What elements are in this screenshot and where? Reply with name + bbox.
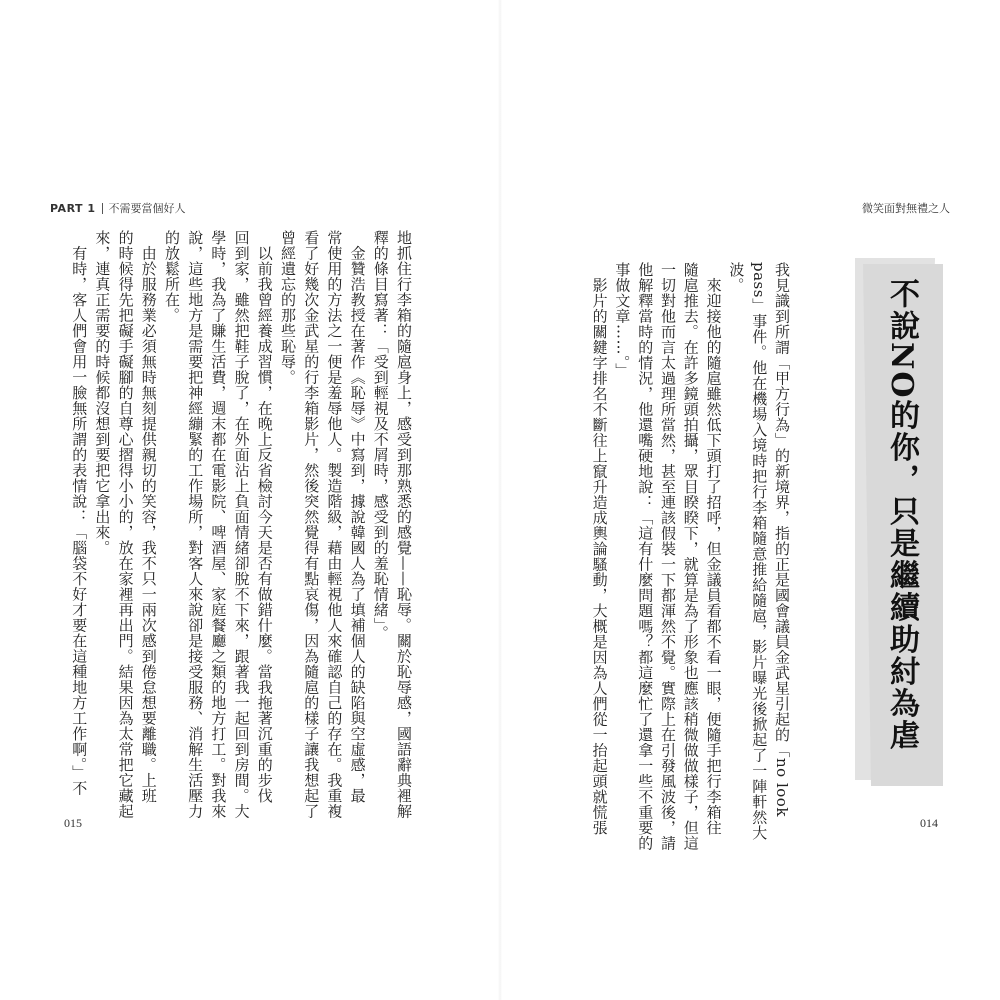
text-line: 常使用的方法之一便是羞辱他人。製造階級，藉由輕視他人來確認自己的存在。我重複 <box>325 230 344 819</box>
text-line: 曾經遺忘的那些恥辱。 <box>279 230 297 385</box>
text-line: 以前我曾經養成習慣，在晚上反省檢討今天是否有做錯什麼。當我拖著沉重的步伐 <box>255 230 274 804</box>
text-line: 說，這些地方是需要把神經繃緊的工作場所，對客人來說卻是接受服務、消解生活壓力 <box>186 230 205 819</box>
text-line: 一切對他而言太過理所當然，甚至連該假裝一下都渾然不覺。實際上在引發風波後，請 <box>659 262 677 851</box>
text-line: 地抓住行李箱的隨扈身上，感受到那熟悉的感覺——恥辱。關於恥辱感，國語辭典裡解 <box>395 230 413 819</box>
text-line: 事做文章……。」 <box>613 262 632 379</box>
text-line: 波。 <box>727 262 746 293</box>
left-page-number: 015 <box>64 816 82 830</box>
text-line: 隨扈推去。在許多鏡頭拍攝，眾目睽睽下，就算是為了形象也應該稍微做做樣子，但這 <box>681 262 700 851</box>
header-divider <box>102 203 103 214</box>
chapter-title: 不說NO的你，只是繼續助紂為虐 <box>884 278 919 752</box>
text-line: 我見識到所謂「甲方行為」的新境界，指的正是國會議員金武星引起的「no look <box>773 262 791 817</box>
text-line: 金贊浩教授在著作《恥辱》中寫到，據說韓國人為了填補個人的缺陷與空虛感，最 <box>348 230 367 804</box>
left-running-header <box>50 200 186 216</box>
text-line: 看了好幾次金武星的行李箱影片，然後突然覺得有點哀傷，因為隨扈的樣子讓我想起了 <box>302 230 321 819</box>
text-line: 來迎接他的隨扈雖然低下頭打了招呼，但金議員看都不看一眼，便隨手把行李箱往 <box>704 262 723 836</box>
right-running-header: 微笑面對無禮之人 <box>862 202 950 215</box>
text-line: 影片的關鍵字排名不斷往上竄升造成輿論騷動，大概是因為人們從一抬起頭就慌張 <box>590 262 609 836</box>
part-title: 不需要當個好人 <box>108 202 186 215</box>
chapter-title-box <box>855 258 945 790</box>
text-line: 的放鬆所在。 <box>163 230 181 323</box>
text-line: 他解釋當時的情況，他還嘴硬地說：「這有什麼問題嗎？都這麼忙了還拿一些不重要的 <box>636 262 655 851</box>
text-line: 學時，我為了賺生活費，週末都在電影院、啤酒屋、家庭餐廳之類的地方打工。對我來 <box>209 230 228 819</box>
text-line: 由於服務業必須無時無刻提供親切的笑容，我不只一兩次感到倦怠想要離職。上班 <box>139 230 158 804</box>
part-label: PART 1 <box>50 201 96 215</box>
text-line: 的時候得先把礙手礙腳的自尊心摺得小小的，放在家裡再出門。結果因為太常把它藏起 <box>116 230 135 819</box>
right-page-number: 014 <box>920 816 938 830</box>
text-line: 來，連真正需要的時候都沒想到要把它拿出來。 <box>93 230 112 556</box>
text-line: 回到家，雖然把鞋子脫了，在外面沾上負面情緒卻脫不下來，跟著我一起回到房間。大 <box>232 230 251 819</box>
text-line: 有時，客人們會用一臉無所謂的表情說：「腦袋不好才要在這種地方工作啊。」不 <box>70 230 89 796</box>
text-line: 釋的條目寫著：「受到輕視及不屑時，感受到的羞恥情緒」。 <box>371 230 390 641</box>
text-line: pass」事件。他在機場入境時把行李箱隨意推給隨扈，影片曝光後掀起了一陣軒然大 <box>750 262 769 841</box>
